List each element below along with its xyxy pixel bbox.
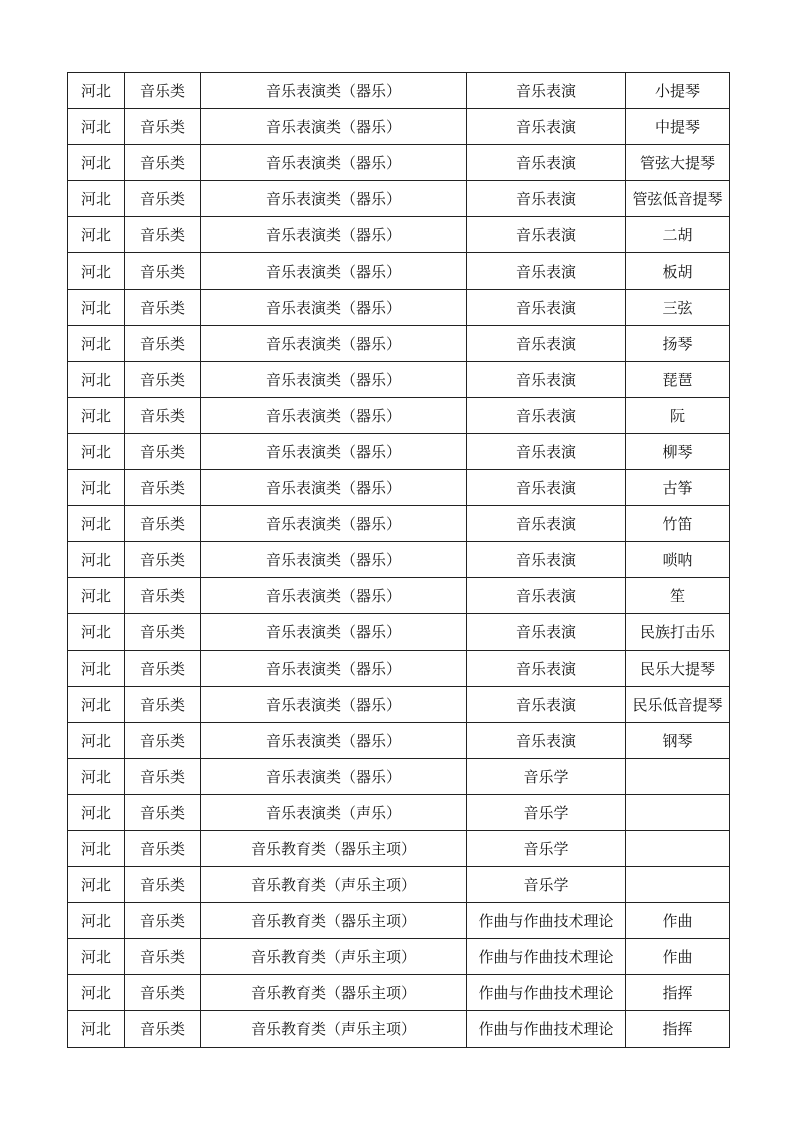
exam-type-cell: 音乐表演类（器乐） [201, 325, 467, 361]
direction-cell: 小提琴 [626, 73, 730, 109]
category-cell: 音乐类 [125, 650, 201, 686]
direction-cell [626, 758, 730, 794]
direction-cell: 钢琴 [626, 722, 730, 758]
category-cell: 音乐类 [125, 758, 201, 794]
category-cell: 音乐类 [125, 578, 201, 614]
direction-cell: 扬琴 [626, 325, 730, 361]
table-row [68, 903, 730, 939]
direction-cell: 三弦 [626, 289, 730, 325]
category-cell: 音乐类 [125, 903, 201, 939]
direction-cell: 指挥 [626, 975, 730, 1011]
category-cell: 音乐类 [125, 1011, 201, 1047]
province-cell: 河北 [68, 686, 125, 722]
table-row [68, 686, 730, 722]
table-row [68, 217, 730, 253]
direction-cell: 唢呐 [626, 542, 730, 578]
table-row [68, 758, 730, 794]
exam-type-cell: 音乐教育类（器乐主项） [201, 830, 467, 866]
exam-type-cell: 音乐表演类（器乐） [201, 289, 467, 325]
province-cell: 河北 [68, 758, 125, 794]
category-cell: 音乐类 [125, 145, 201, 181]
category-cell: 音乐类 [125, 614, 201, 650]
major-cell: 音乐表演 [467, 506, 626, 542]
province-cell: 河北 [68, 722, 125, 758]
table-row [68, 867, 730, 903]
exam-type-cell: 音乐表演类（器乐） [201, 578, 467, 614]
major-cell: 音乐表演 [467, 686, 626, 722]
category-cell: 音乐类 [125, 470, 201, 506]
exam-type-cell: 音乐表演类（器乐） [201, 397, 467, 433]
category-cell: 音乐类 [125, 506, 201, 542]
major-cell: 音乐表演 [467, 397, 626, 433]
province-cell: 河北 [68, 433, 125, 469]
direction-cell: 作曲 [626, 939, 730, 975]
direction-cell: 管弦低音提琴 [626, 181, 730, 217]
exam-type-cell: 音乐表演类（器乐） [201, 253, 467, 289]
category-cell: 音乐类 [125, 289, 201, 325]
province-cell: 河北 [68, 506, 125, 542]
table-row [68, 830, 730, 866]
province-cell: 河北 [68, 181, 125, 217]
table-row [68, 397, 730, 433]
major-cell: 音乐学 [467, 758, 626, 794]
direction-cell: 管弦大提琴 [626, 145, 730, 181]
major-cell: 音乐表演 [467, 578, 626, 614]
province-cell: 河北 [68, 253, 125, 289]
province-cell: 河北 [68, 361, 125, 397]
exam-type-cell: 音乐教育类（器乐主项） [201, 903, 467, 939]
province-cell: 河北 [68, 109, 125, 145]
exam-type-cell: 音乐表演类（器乐） [201, 433, 467, 469]
category-cell: 音乐类 [125, 939, 201, 975]
exam-type-cell: 音乐表演类（器乐） [201, 217, 467, 253]
major-cell: 音乐表演 [467, 470, 626, 506]
province-cell: 河北 [68, 397, 125, 433]
exam-type-cell: 音乐表演类（器乐） [201, 470, 467, 506]
major-cell: 音乐学 [467, 867, 626, 903]
direction-cell: 阮 [626, 397, 730, 433]
exam-type-cell: 音乐表演类（器乐） [201, 686, 467, 722]
table-row [68, 289, 730, 325]
province-cell: 河北 [68, 794, 125, 830]
exam-type-cell: 音乐教育类（声乐主项） [201, 1011, 467, 1047]
direction-cell: 笙 [626, 578, 730, 614]
major-cell: 音乐表演 [467, 289, 626, 325]
exam-type-cell: 音乐教育类（声乐主项） [201, 939, 467, 975]
major-cell: 音乐表演 [467, 614, 626, 650]
table-row [68, 109, 730, 145]
major-cell: 音乐表演 [467, 145, 626, 181]
table-row [68, 794, 730, 830]
table-row [68, 253, 730, 289]
exam-type-cell: 音乐表演类（器乐） [201, 506, 467, 542]
category-cell: 音乐类 [125, 794, 201, 830]
major-cell: 音乐学 [467, 794, 626, 830]
exam-type-cell: 音乐表演类（器乐） [201, 614, 467, 650]
category-cell: 音乐类 [125, 830, 201, 866]
admissions-table [67, 72, 730, 1048]
province-cell: 河北 [68, 73, 125, 109]
direction-cell: 中提琴 [626, 109, 730, 145]
exam-type-cell: 音乐表演类（器乐） [201, 722, 467, 758]
table-row [68, 470, 730, 506]
category-cell: 音乐类 [125, 433, 201, 469]
province-cell: 河北 [68, 830, 125, 866]
province-cell: 河北 [68, 903, 125, 939]
province-cell: 河北 [68, 975, 125, 1011]
category-cell: 音乐类 [125, 181, 201, 217]
direction-cell: 作曲 [626, 903, 730, 939]
province-cell: 河北 [68, 217, 125, 253]
major-cell: 作曲与作曲技术理论 [467, 939, 626, 975]
province-cell: 河北 [68, 542, 125, 578]
province-cell: 河北 [68, 145, 125, 181]
category-cell: 音乐类 [125, 361, 201, 397]
exam-type-cell: 音乐教育类（声乐主项） [201, 867, 467, 903]
major-cell: 音乐表演 [467, 73, 626, 109]
table-row [68, 542, 730, 578]
major-cell: 音乐表演 [467, 325, 626, 361]
category-cell: 音乐类 [125, 975, 201, 1011]
table-row [68, 939, 730, 975]
exam-type-cell: 音乐教育类（器乐主项） [201, 975, 467, 1011]
major-cell: 音乐表演 [467, 181, 626, 217]
province-cell: 河北 [68, 289, 125, 325]
province-cell: 河北 [68, 614, 125, 650]
category-cell: 音乐类 [125, 109, 201, 145]
exam-type-cell: 音乐表演类（器乐） [201, 181, 467, 217]
direction-cell: 指挥 [626, 1011, 730, 1047]
major-cell: 音乐表演 [467, 722, 626, 758]
category-cell: 音乐类 [125, 325, 201, 361]
major-cell: 音乐表演 [467, 650, 626, 686]
direction-cell: 民乐低音提琴 [626, 686, 730, 722]
direction-cell [626, 867, 730, 903]
direction-cell: 二胡 [626, 217, 730, 253]
category-cell: 音乐类 [125, 722, 201, 758]
category-cell: 音乐类 [125, 867, 201, 903]
exam-type-cell: 音乐表演类（器乐） [201, 542, 467, 578]
table-row [68, 578, 730, 614]
exam-type-cell: 音乐表演类（器乐） [201, 361, 467, 397]
table-row [68, 650, 730, 686]
table-row [68, 145, 730, 181]
direction-cell: 民乐大提琴 [626, 650, 730, 686]
province-cell: 河北 [68, 325, 125, 361]
table-row [68, 181, 730, 217]
exam-type-cell: 音乐表演类（器乐） [201, 73, 467, 109]
major-cell: 作曲与作曲技术理论 [467, 975, 626, 1011]
direction-cell: 古筝 [626, 470, 730, 506]
province-cell: 河北 [68, 470, 125, 506]
major-cell: 作曲与作曲技术理论 [467, 903, 626, 939]
category-cell: 音乐类 [125, 686, 201, 722]
table-row [68, 506, 730, 542]
table-row [68, 1011, 730, 1047]
table-row [68, 325, 730, 361]
exam-type-cell: 音乐表演类（器乐） [201, 758, 467, 794]
major-cell: 音乐表演 [467, 361, 626, 397]
table-row [68, 73, 730, 109]
major-cell: 音乐表演 [467, 433, 626, 469]
table-row [68, 975, 730, 1011]
major-cell: 音乐表演 [467, 109, 626, 145]
direction-cell: 柳琴 [626, 433, 730, 469]
major-cell: 作曲与作曲技术理论 [467, 1011, 626, 1047]
major-cell: 音乐表演 [467, 217, 626, 253]
category-cell: 音乐类 [125, 253, 201, 289]
direction-cell: 琵琶 [626, 361, 730, 397]
direction-cell: 民族打击乐 [626, 614, 730, 650]
exam-type-cell: 音乐表演类（器乐） [201, 109, 467, 145]
table-row [68, 722, 730, 758]
category-cell: 音乐类 [125, 217, 201, 253]
province-cell: 河北 [68, 578, 125, 614]
category-cell: 音乐类 [125, 542, 201, 578]
major-cell: 音乐表演 [467, 542, 626, 578]
exam-type-cell: 音乐表演类（器乐） [201, 145, 467, 181]
table-body [68, 73, 730, 1048]
table-row [68, 614, 730, 650]
province-cell: 河北 [68, 1011, 125, 1047]
exam-type-cell: 音乐表演类（声乐） [201, 794, 467, 830]
table-row [68, 433, 730, 469]
province-cell: 河北 [68, 939, 125, 975]
province-cell: 河北 [68, 650, 125, 686]
major-cell: 音乐表演 [467, 253, 626, 289]
direction-cell: 板胡 [626, 253, 730, 289]
major-cell: 音乐学 [467, 830, 626, 866]
category-cell: 音乐类 [125, 73, 201, 109]
direction-cell [626, 830, 730, 866]
direction-cell [626, 794, 730, 830]
province-cell: 河北 [68, 867, 125, 903]
category-cell: 音乐类 [125, 397, 201, 433]
exam-type-cell: 音乐表演类（器乐） [201, 650, 467, 686]
direction-cell: 竹笛 [626, 506, 730, 542]
table-row [68, 361, 730, 397]
